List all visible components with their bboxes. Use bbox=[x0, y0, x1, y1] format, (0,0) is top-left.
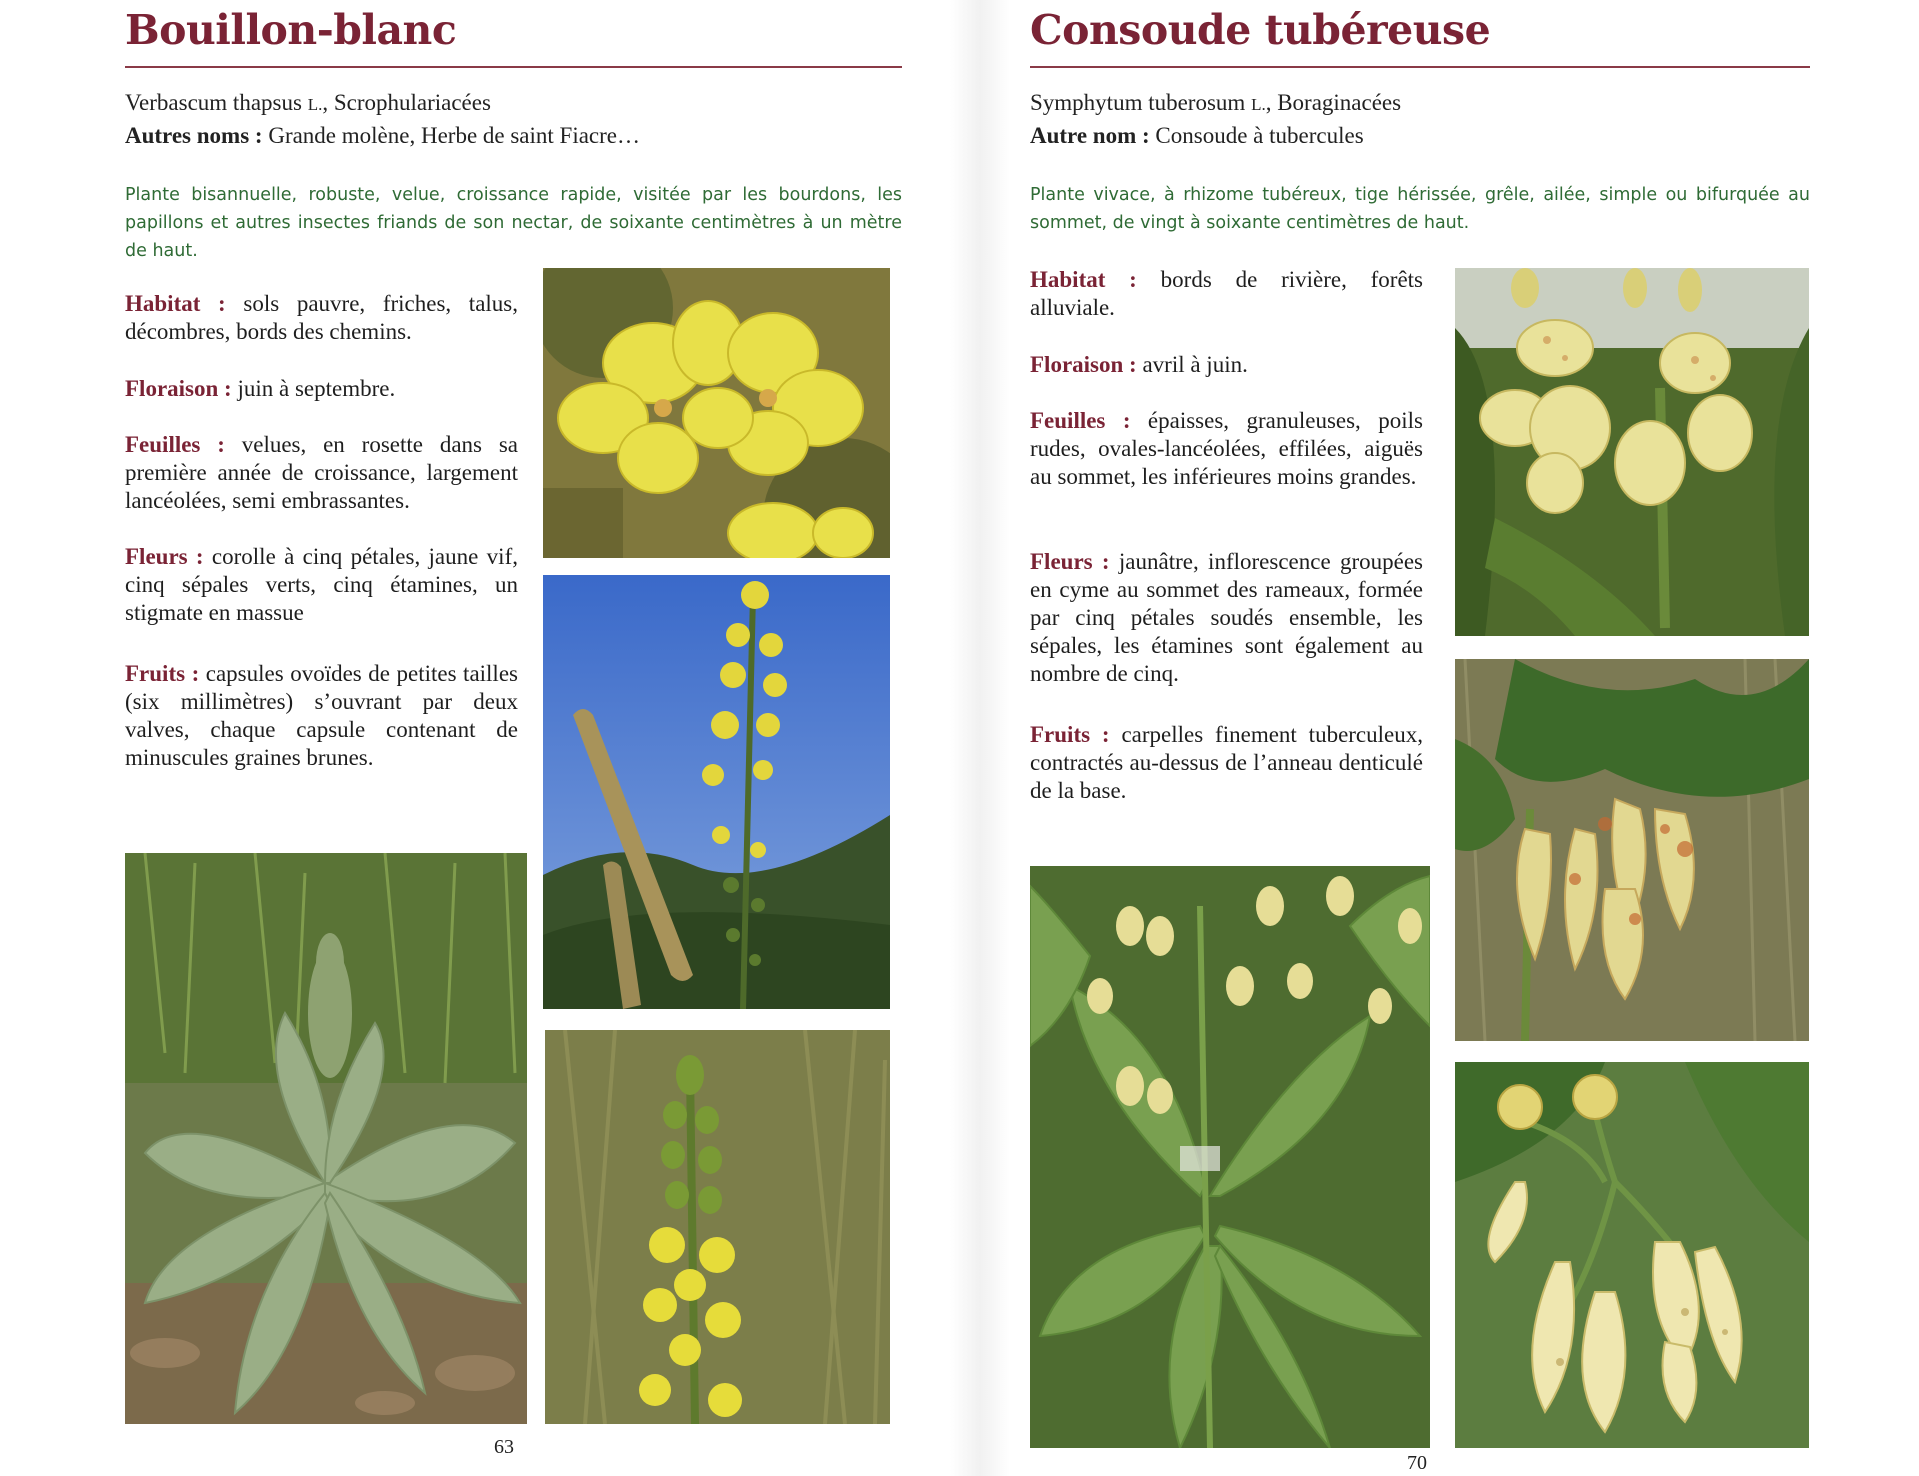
left-other-names: Autres noms : Grande molène, Herbe de saint Fiacre… bbox=[125, 123, 641, 148]
left-fleurs: Fleurs : corolle à cinq pétales, jaune vif, cinq sépales verts, cinq étamines, un stigmate en massue bbox=[125, 544, 518, 625]
right-page bbox=[1010, 0, 1865, 1476]
left-fruits: Fruits : capsules ovoïdes de petites tailles (six millimètres) s’ouvrant par deux valves, chaque capsule contenant de minuscules graines brunes. bbox=[125, 661, 518, 770]
photo-verbascum-spike-sky bbox=[543, 575, 890, 1009]
right-fleurs: Fleurs : jaunâtre, inflorescence groupées en cyme au sommet des rameaux, formée par cinq pétales soudés ensemble, les sépales, les étamines sont également au nombre de cinq. bbox=[1030, 549, 1423, 686]
left-floraison: Floraison : juin à septembre. bbox=[125, 376, 396, 401]
right-page-number: 70 bbox=[1407, 1452, 1427, 1474]
photo-symphytum-drooping-cluster bbox=[1455, 1062, 1809, 1448]
right-fruits: Fruits : carpelles finement tuberculeux, contractés au-dessus de l’anneau denticulé de la base. bbox=[1030, 722, 1423, 803]
photo-verbascum-flower-closeup bbox=[543, 268, 890, 558]
right-floraison: Floraison : avril à juin. bbox=[1030, 352, 1248, 377]
photo-symphytum-flower-cluster bbox=[1455, 268, 1809, 636]
right-other-name: Autre nom : Consoude à tubercules bbox=[1030, 123, 1364, 148]
left-page bbox=[95, 0, 950, 1476]
right-description: Plante vivace, à rhizome tubéreux, tige hérissée, grêle, ailée, simple ou bifurquée au sommet, de vingt à soixante centimètres de haut. bbox=[1030, 185, 1810, 233]
right-feuilles: Feuilles : épaisses, granuleuses, poils rudes, ovales-lancéolées, effilées, aiguës au sommet, les inférieures moins grandes. bbox=[1030, 408, 1423, 489]
book-gutter bbox=[950, 0, 1010, 1476]
right-title-rule bbox=[1030, 66, 1810, 68]
photo-verbascum-rosette bbox=[125, 853, 527, 1424]
photo-symphytum-hanging-flowers bbox=[1455, 659, 1809, 1041]
right-habitat: Habitat : bords de rivière, forêts alluviale. bbox=[1030, 267, 1423, 320]
right-page-title: Consoude tubéreuse bbox=[1030, 6, 1491, 54]
left-feuilles: Feuilles : velues, en rosette dans sa première année de croissance, largement lancéolées, semi embrassantes. bbox=[125, 432, 518, 513]
photo-verbascum-flowering-spike bbox=[545, 1030, 890, 1424]
left-page-number: 63 bbox=[494, 1436, 514, 1458]
right-scientific-name: Symphytum tuberosum L., Boraginacées bbox=[1030, 90, 1402, 115]
photo-symphytum-whole-plant bbox=[1030, 866, 1430, 1448]
left-page-title: Bouillon-blanc bbox=[125, 6, 457, 54]
left-description: Plante bisannuelle, robuste, velue, croissance rapide, visitée par les bourdons, les papillons et autres insectes friands de son nectar, de soixante centimètres à un mètre de haut. bbox=[125, 185, 902, 261]
left-habitat: Habitat : sols pauvre, friches, talus, décombres, bords des chemins. bbox=[125, 291, 518, 344]
left-title-rule bbox=[125, 66, 902, 68]
left-scientific-name: Verbascum thapsus L., Scrophulariacées bbox=[125, 90, 491, 115]
